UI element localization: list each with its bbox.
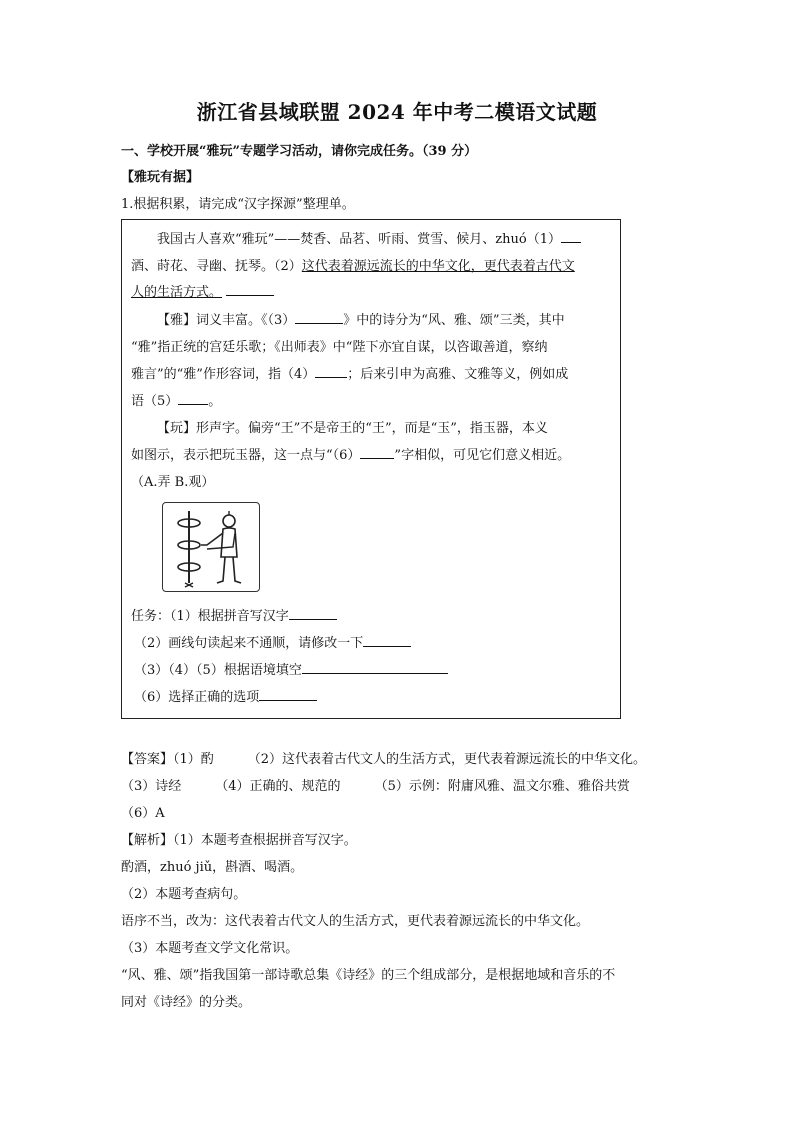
box-text: 语（5）: [131, 394, 179, 409]
box-paragraph-1-line-3: [131, 281, 274, 300]
box-paragraph-1-line-1: [157, 228, 581, 247]
task-4: [134, 686, 317, 705]
box-paragraph-2-line-4: [131, 390, 221, 409]
page-title: 浙江省县域联盟 2024 年中考二模语文试题: [196, 100, 598, 124]
jade-play-illustration: [162, 502, 260, 592]
box-options: （A.弄 B.观）: [131, 475, 215, 490]
task-text: （2）画线句读起来不通顺，请修改一下: [134, 636, 364, 651]
analysis-line-5: （3）本题考查文学文化常识。: [121, 941, 299, 956]
answer-part: （5）示例：附庸风雅、温文尔雅、雅俗共赏: [374, 779, 630, 794]
box-text: 如图示，表示把玩玉器，这一点与“（6）: [131, 448, 361, 463]
analysis-line-2: 酌酒，zhuó jiǔ，斟酒、喝酒。: [121, 860, 304, 875]
analysis-line-3: （2）本题考查病句。: [121, 887, 247, 902]
task-1-blank: [289, 608, 337, 620]
task-text: （6）选择正确的选项: [134, 690, 260, 705]
box-text: ；后来引申为高雅、文雅等义，例如成: [347, 367, 569, 382]
question-1-prompt: 1.根据积累，请完成“汉字探源”整理单。: [121, 197, 355, 212]
analysis-line-6: “风、雅、颂”指我国第一部诗歌总集《诗经》的三个组成部分，是根据地域和音乐的不: [121, 968, 616, 983]
analysis-line-4: 语序不当，改为：这代表着古代文人的生活方式，更代表着源远流长的中华文化。: [121, 914, 590, 929]
box-paragraph-3-line-2: [131, 444, 570, 463]
answer-part: 【答案】（1）酌: [121, 752, 214, 767]
blank-3: [295, 312, 343, 324]
box-text: 【雅】词义丰富。《（3）: [157, 313, 296, 328]
task-3-blank: [302, 662, 448, 674]
task-text: 任务：（1）根据拼音写汉字: [131, 609, 289, 624]
box-text: 》中的诗分为“风、雅、颂”三类，其中: [343, 313, 565, 328]
box-text: 我国古人喜欢“雅玩”——焚香、品茗、听雨、赏雪、候月、zhuó（1）: [157, 232, 561, 247]
answer-part: （2）这代表着古代文人的生活方式，更代表着源远流长的中华文化。: [247, 752, 647, 767]
box-paragraph-1-line-2: [131, 255, 575, 274]
answer-line-1: [121, 748, 646, 767]
box-text: 酒、莳花、寻幽、抚琴。（2）: [131, 259, 302, 274]
task-4-blank: [259, 689, 317, 701]
task-2-blank: [363, 635, 411, 647]
box-text: 雅言”的“雅”作形容词，指（4）: [131, 367, 316, 382]
analysis-line-7: 同对《诗经》的分类。: [121, 995, 252, 1010]
answer-part: （3）诗经: [121, 779, 182, 794]
box-paragraph-2-line-2: “雅”指正统的宫廷乐歌；《出师表》中“陛下亦宜自谋，以咨诹善道，察纳: [131, 340, 548, 355]
task-text: （3）（4）（5）根据语境填空: [134, 663, 302, 678]
blank-1: [561, 231, 581, 243]
blank-5: [178, 393, 208, 405]
sub-heading: 【雅玩有据】: [121, 170, 200, 185]
answer-line-3: （6）A: [121, 806, 165, 821]
task-2: [134, 632, 411, 651]
box-text: 。: [208, 394, 222, 409]
task-3: [134, 659, 448, 678]
figure-drawing: [163, 503, 259, 591]
analysis-line-1: 【解析】（1）本题考查根据拼音写汉字。: [121, 833, 357, 848]
box-paragraph-3-line-1: 【玩】形声字。偏旁“王”不是帝王的“王”，而是“玉”，指玉器，本义: [157, 421, 548, 436]
blank-4: [315, 366, 347, 378]
underlined-sentence-end: 人的生活方式。: [131, 285, 223, 300]
answer-line-2: [121, 775, 630, 794]
answer-part: （4）正确的、规范的: [215, 779, 341, 794]
box-text: ”字相似，可见它们意义相近。: [394, 448, 571, 463]
underlined-sentence: 这代表着源远流长的中华文化，更代表着古代文: [301, 259, 575, 274]
box-paragraph-2-line-3: [131, 363, 568, 382]
box-paragraph-2-line-1: [157, 309, 565, 328]
blank-6: [360, 447, 394, 459]
section-heading: 一、学校开展“雅玩”专题学习活动，请你完成任务。（39 分）: [121, 144, 478, 159]
task-1: [131, 605, 337, 624]
worksheet-box: [121, 219, 621, 719]
blank-2: [226, 284, 274, 296]
